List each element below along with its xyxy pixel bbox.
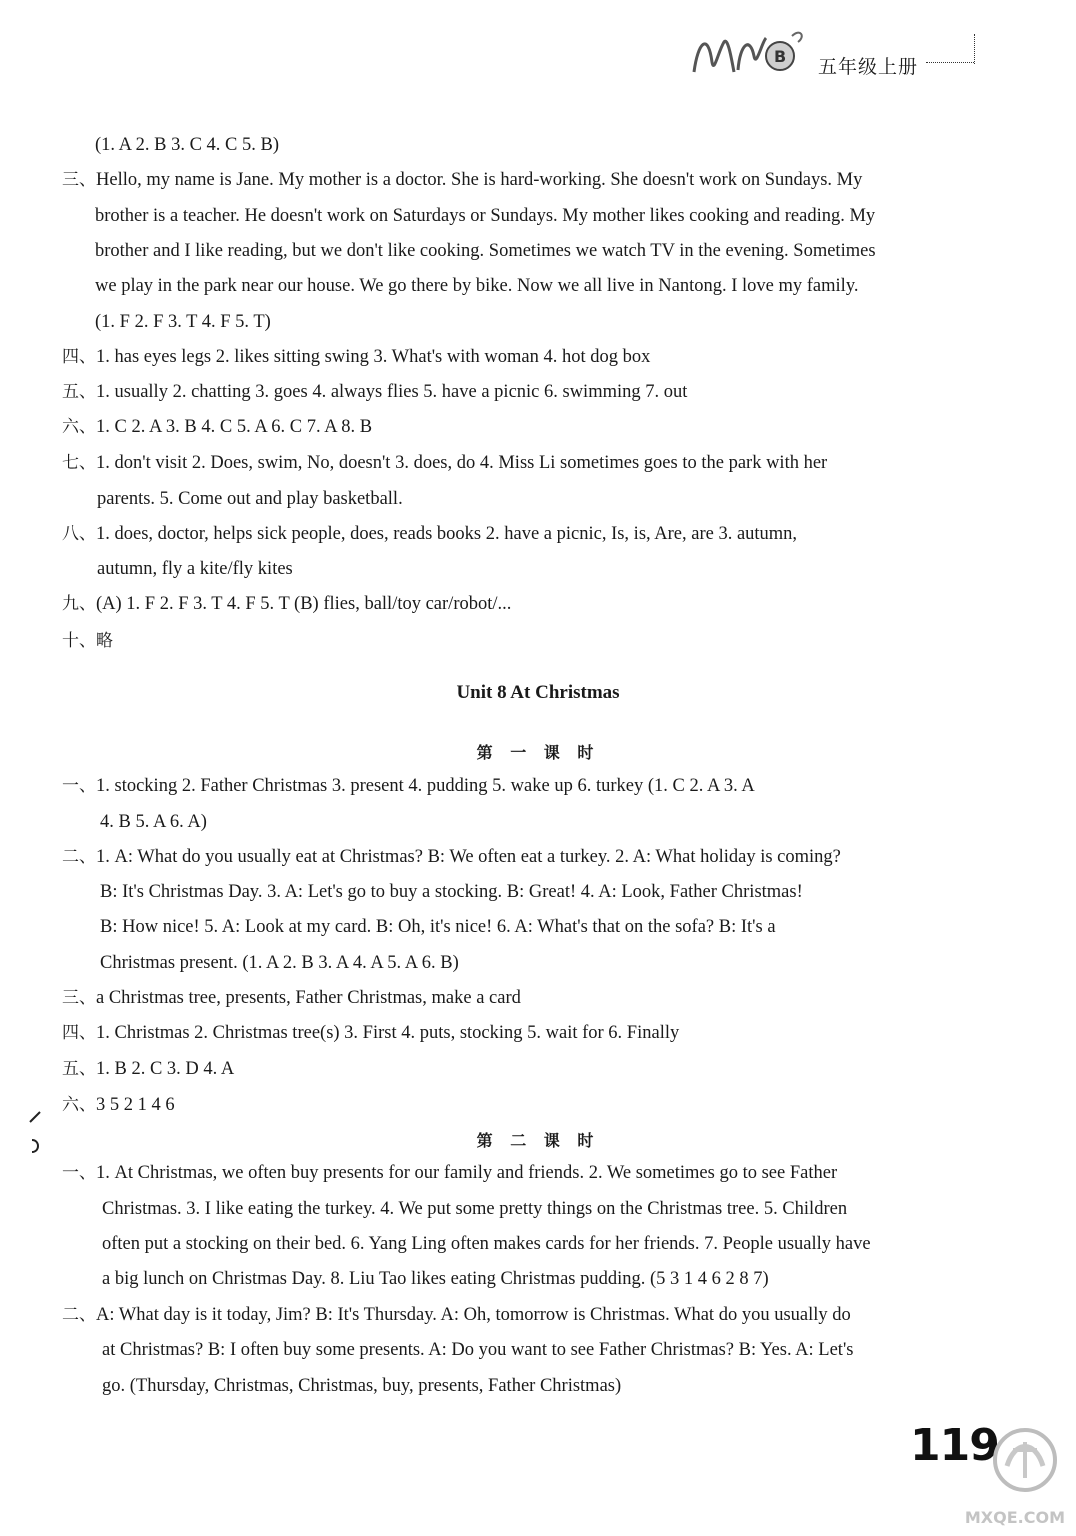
answer-line: go. (Thursday, Christmas, Christmas, buy, presents, Father Christmas) (102, 1376, 622, 1396)
mxqe-watermark-logo-icon (985, 1420, 1065, 1504)
header-divider (926, 62, 974, 63)
unit-title: Unit 8 At Christmas (456, 682, 620, 703)
lesson-title: 第 一 课 时 (476, 743, 600, 762)
answer-line: B: It's Christmas Day. 3. A: Let's go to buy a stocking. B: Great! 4. A: Look, Father Christmas! (100, 882, 803, 902)
answer-line: parents. 5. Come out and play basketball. (97, 489, 403, 509)
answer-line: 七、1. don't visit 2. Does, swim, No, doesn't 3. does, do 4. Miss Li sometimes goes to the park with her (62, 453, 828, 473)
answer-line: 四、1. has eyes legs 2. likes sitting swing 3. What's with woman 4. hot dog box (62, 347, 651, 367)
answer-line: 一、1. stocking 2. Father Christmas 3. present 4. pudding 5. wake up 6. turkey (1. C 2. A 3. A (62, 776, 755, 796)
answer-line: autumn, fly a kite/fly kites (97, 559, 293, 579)
answer-line: a big lunch on Christmas Day. 8. Liu Tao likes eating Christmas pudding. (5 3 1 4 6 2 8 7) (102, 1269, 769, 1289)
margin-mark-icon (28, 1110, 44, 1158)
answer-line: 九、(A) 1. F 2. F 3. T 4. F 5. T (B) flies, ball/toy car/robot/... (62, 594, 512, 614)
answer-line: 三、Hello, my name is Jane. My mother is a doctor. She is hard-working. She doesn't work on Sundays. My (62, 170, 863, 190)
answer-line: 二、1. A: What do you usually eat at Christmas? B: We often eat a turkey. 2. A: What holiday is coming? (62, 847, 841, 867)
page-number: 119 (910, 1420, 999, 1471)
answer-line: brother and I like reading, but we don't like cooking. Sometimes we watch TV in the evening. Sometimes (95, 241, 876, 261)
answer-line: Christmas present. (1. A 2. B 3. A 4. A 5. A 6. B) (100, 953, 459, 973)
answer-line: Christmas. 3. I like eating the turkey. 4. We put some pretty things on the Christmas tree. 5. Children (102, 1199, 848, 1219)
answer-line: 十、略 (62, 631, 113, 651)
answer-line: (1. F 2. F 3. T 4. F 5. T) (95, 312, 271, 332)
answer-line: 八、1. does, doctor, helps sick people, does, reads books 2. have a picnic, Is, is, Are, are 3. autumn, (62, 524, 798, 544)
answer-line: B: How nice! 5. A: Look at my card. B: Oh, it's nice! 6. A: What's that on the sofa? B: It's a (100, 917, 776, 937)
answer-line: 三、a Christmas tree, presents, Father Christmas, make a card (62, 988, 521, 1008)
page-header (680, 18, 980, 88)
answer-line: 四、1. Christmas 2. Christmas tree(s) 3. First 4. puts, stocking 5. wait for 6. Finally (62, 1023, 680, 1043)
answer-line: often put a stocking on their bed. 6. Yang Ling often makes cards for her friends. 7. People usually have (102, 1234, 871, 1254)
answer-line: (1. A 2. B 3. C 4. C 5. B) (95, 135, 279, 155)
answer-line: 六、1. C 2. A 3. B 4. C 5. A 6. C 7. A 8. B (62, 417, 373, 437)
answer-line: 4. B 5. A 6. A) (100, 812, 207, 832)
header-edge (974, 34, 975, 64)
answer-line: brother is a teacher. He doesn't work on Saturdays or Sundays. My mother likes cooking and reading. My (95, 206, 876, 226)
answer-line: at Christmas? B: I often buy some presents. A: Do you want to see Father Christmas? B: Yes. A: Let's (102, 1340, 854, 1360)
watermark-text: MXQE.COM (964, 1508, 1065, 1527)
answer-line: 一、1. At Christmas, we often buy presents for our family and friends. 2. We sometimes go to see Father (62, 1163, 838, 1183)
answer-line: we play in the park near our house. We go there by bike. Now we all live in Nantong. I love my family. (95, 276, 859, 296)
watermark (964, 1420, 1065, 1530)
svg-text:B: B (774, 47, 787, 66)
handwritten-title-logo-icon (688, 22, 808, 86)
answer-line: 二、A: What day is it today, Jim? B: It's Thursday. A: Oh, tomorrow is Christmas. What do you usually do (62, 1305, 851, 1325)
answer-line: 五、1. B 2. C 3. D 4. A (62, 1059, 235, 1079)
grade-label: 五年级上册 (818, 56, 919, 78)
answer-line: 五、1. usually 2. chatting 3. goes 4. always flies 5. have a picnic 6. swimming 7. out (62, 382, 688, 402)
lesson-title: 第 二 课 时 (476, 1131, 600, 1150)
answer-line: 六、3 5 2 1 4 6 (62, 1095, 175, 1115)
